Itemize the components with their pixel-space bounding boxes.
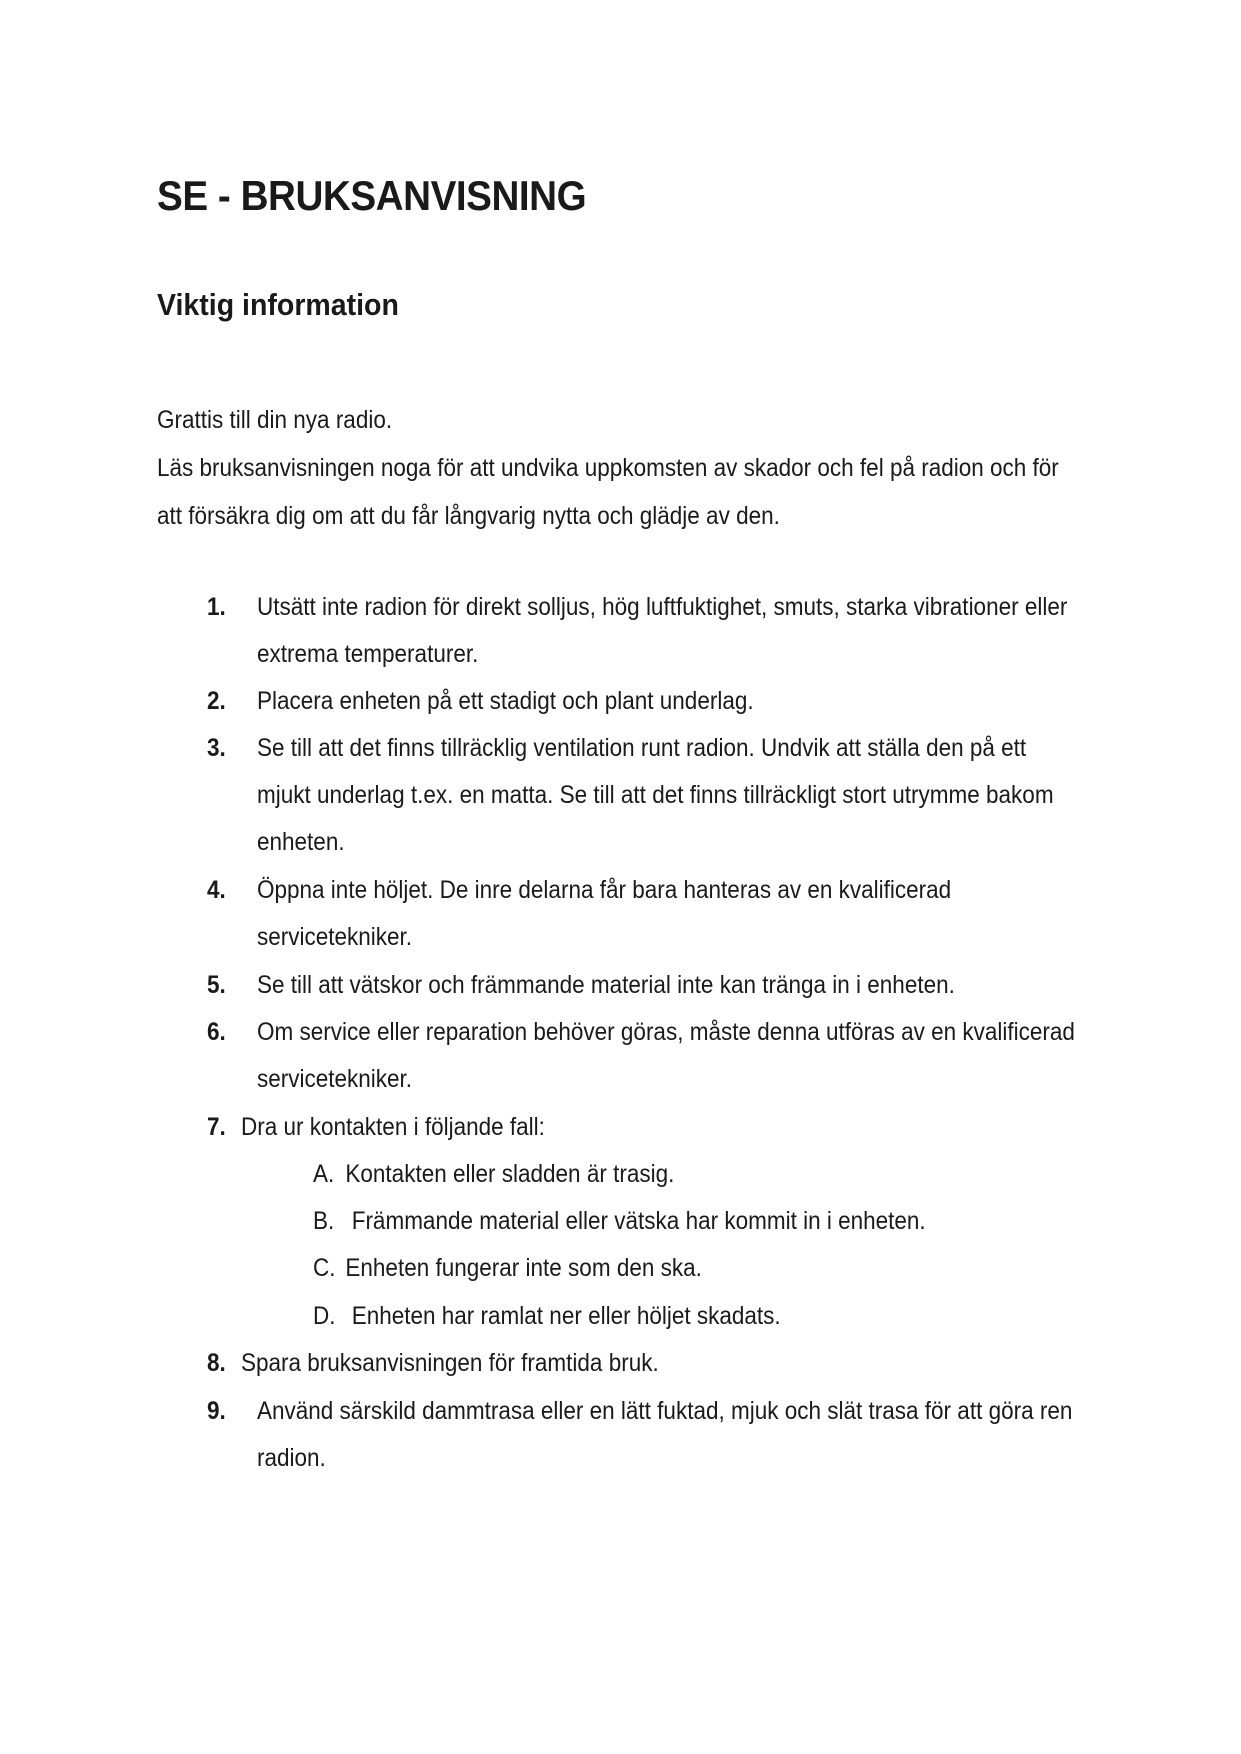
sub-list-text: Enheten fungerar inte som den ska. [345,1254,702,1282]
list-number: 8. [207,1349,226,1377]
sub-list-letter: D. [313,1302,336,1330]
list-text: Öppna inte höljet. De inre delarna får bara hanteras av en kvalificerad servicetekniker. [257,876,952,951]
list-text: Om service eller reparation behöver göras, måste denna utföras av en kvalificerad servicetekniker. [257,1018,1075,1093]
list-text: Se till att det finns tillräcklig ventilation runt radion. Undvik att ställa den på ett mjukt underlag t.ex. en matta. Se till att det finns tillräckligt stort utrymme bakom enheten. [257,734,1054,856]
list-text: Spara bruksanvisningen för framtida bruk. [241,1349,659,1377]
intro-line: Grattis till din nya radio. [157,406,393,434]
intro-line: att försäkra dig om att du får långvarig nytta och glädje av den. [157,502,780,530]
list-number: 5. [207,971,226,999]
list-text: Använd särskild dammtrasa eller en lätt fuktad, mjuk och slät trasa för att göra ren radion. [257,1397,1073,1472]
sub-list-item [313,1198,926,1245]
sub-list-item [313,1293,781,1340]
section-heading: Viktig information [157,287,399,322]
list-number: 6. [207,1018,226,1046]
list-number: 3. [207,734,226,762]
list-number: 2. [207,687,226,715]
sub-list-letter: B. [313,1207,335,1235]
list-number: 7. [207,1113,226,1141]
list-text: Utsätt inte radion för direkt solljus, hög luftfuktighet, smuts, starka vibrationer eller extrema temperaturer. [257,593,1068,668]
page-title: SE - BRUKSANVISNING [157,172,587,219]
sub-list-item [313,1151,674,1198]
sub-list-letter: A. [313,1160,335,1188]
sub-list-text: Enheten har ramlat ner eller höljet skadats. [351,1302,781,1330]
list-text: Se till att vätskor och främmande material inte kan tränga in i enheten. [257,971,955,999]
list-text: Placera enheten på ett stadigt och plant underlag. [257,687,754,715]
list-number: 1. [207,593,226,621]
list-number: 9. [207,1397,226,1425]
sub-list-letter: C. [313,1254,336,1282]
list-number: 4. [207,876,226,904]
intro-line: Läs bruksanvisningen noga för att undvika uppkomsten av skador och fel på radion och för [157,454,1059,482]
sub-list-text: Kontakten eller sladden är trasig. [345,1160,675,1188]
list-text: Dra ur kontakten i följande fall: [241,1113,545,1141]
sub-list-text: Främmande material eller vätska har kommit in i enheten. [351,1207,926,1235]
sub-list-item [313,1245,702,1292]
